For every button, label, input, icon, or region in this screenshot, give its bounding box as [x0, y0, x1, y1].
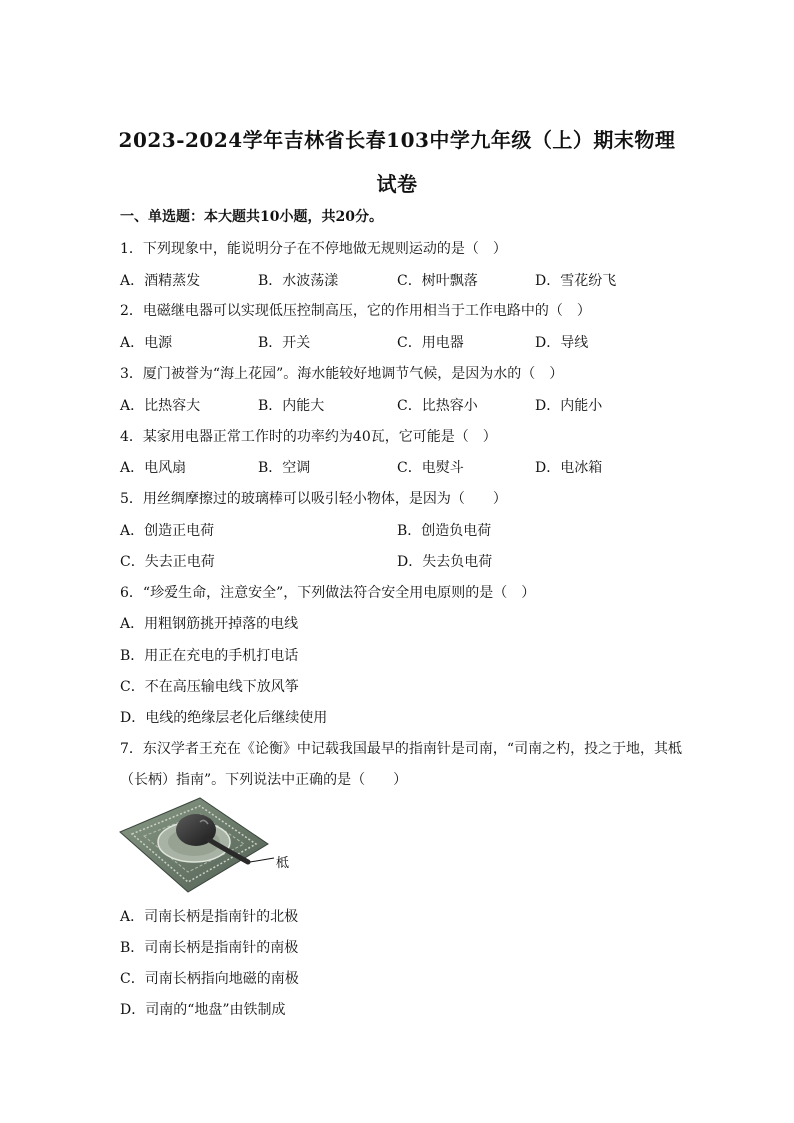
question-1-option-a: A．酒精蒸发: [120, 273, 201, 289]
figure-label-handle: 柢: [276, 856, 290, 871]
question-7-option-b: B．司南长柄是指南针的南极: [120, 940, 299, 956]
question-2-option-c: C．用电器: [397, 335, 464, 351]
question-6-option-d: D．电线的绝缘层老化后继续使用: [120, 710, 328, 726]
question-5-stem: 5．用丝绸摩擦过的玻璃棒可以吸引轻小物体，是因为（ ）: [120, 491, 507, 507]
question-5-option-b: B．创造负电荷: [397, 523, 492, 539]
question-6-option-a: A．用粗钢筋挑开掉落的电线: [120, 616, 299, 632]
question-7-stem-line2: （长柄）指南”。下列说法中正确的是（ ）: [120, 772, 408, 788]
question-6-option-c: C．不在高压输电线下放风筝: [120, 679, 299, 695]
exam-title-line2: 试卷: [376, 172, 418, 196]
question-1-option-c: C．树叶飘落: [397, 273, 478, 289]
question-6-option-b: B．用正在充电的手机打电话: [120, 648, 299, 664]
question-7-option-d: D．司南的“地盘”由铁制成: [120, 1002, 286, 1018]
question-2-option-b: B．开关: [258, 335, 311, 351]
sinan-compass-figure: [118, 794, 298, 894]
question-1-stem: 1．下列现象中，能说明分子在不停地做无规则运动的是（ ）: [120, 241, 507, 257]
question-1-option-d: D．雪花纷飞: [535, 273, 617, 289]
question-3-option-a: A．比热容大: [120, 398, 201, 414]
question-1-option-b: B．水波荡漾: [258, 273, 339, 289]
question-2-option-a: A．电源: [120, 335, 173, 351]
question-4-option-c: C．电熨斗: [397, 460, 464, 476]
question-4-option-d: D．电冰箱: [535, 460, 603, 476]
question-4-option-b: B．空调: [258, 460, 311, 476]
question-3-stem: 3．厦门被誉为“海上花园”。海水能较好地调节气候，是因为水的（ ）: [120, 366, 564, 382]
question-5-option-d: D．失去负电荷: [397, 554, 493, 570]
question-6-stem: 6．“珍爱生命，注意安全”，下列做法符合安全用电原则的是（ ）: [120, 585, 536, 601]
section-heading: 一、单选题：本大题共10小题，共20分。: [120, 209, 383, 225]
exam-title-line1: 2023-2024学年吉林省长春103中学九年级（上）期末物理: [118, 128, 676, 152]
question-2-option-d: D．导线: [535, 335, 589, 351]
question-4-stem: 4．某家用电器正常工作时的功率约为40瓦，它可能是（ ）: [120, 429, 497, 445]
question-3-option-d: D．内能小: [535, 398, 603, 414]
question-7-option-a: A．司南长柄是指南针的北极: [120, 909, 299, 925]
question-2-stem: 2．电磁继电器可以实现低压控制高压，它的作用相当于工作电路中的（ ）: [120, 303, 591, 319]
question-4-option-a: A．电风扇: [120, 460, 187, 476]
question-7-option-c: C．司南长柄指向地磁的南极: [120, 971, 299, 987]
question-3-option-c: C．比热容小: [397, 398, 478, 414]
question-7-stem-line1: 7．东汉学者王充在《论衡》中记载我国最早的指南针是司南，“司南之杓，投之于地，其柢: [120, 741, 683, 757]
question-3-option-b: B．内能大: [258, 398, 325, 414]
question-5-option-c: C．失去正电荷: [120, 554, 215, 570]
question-5-option-a: A．创造正电荷: [120, 523, 215, 539]
